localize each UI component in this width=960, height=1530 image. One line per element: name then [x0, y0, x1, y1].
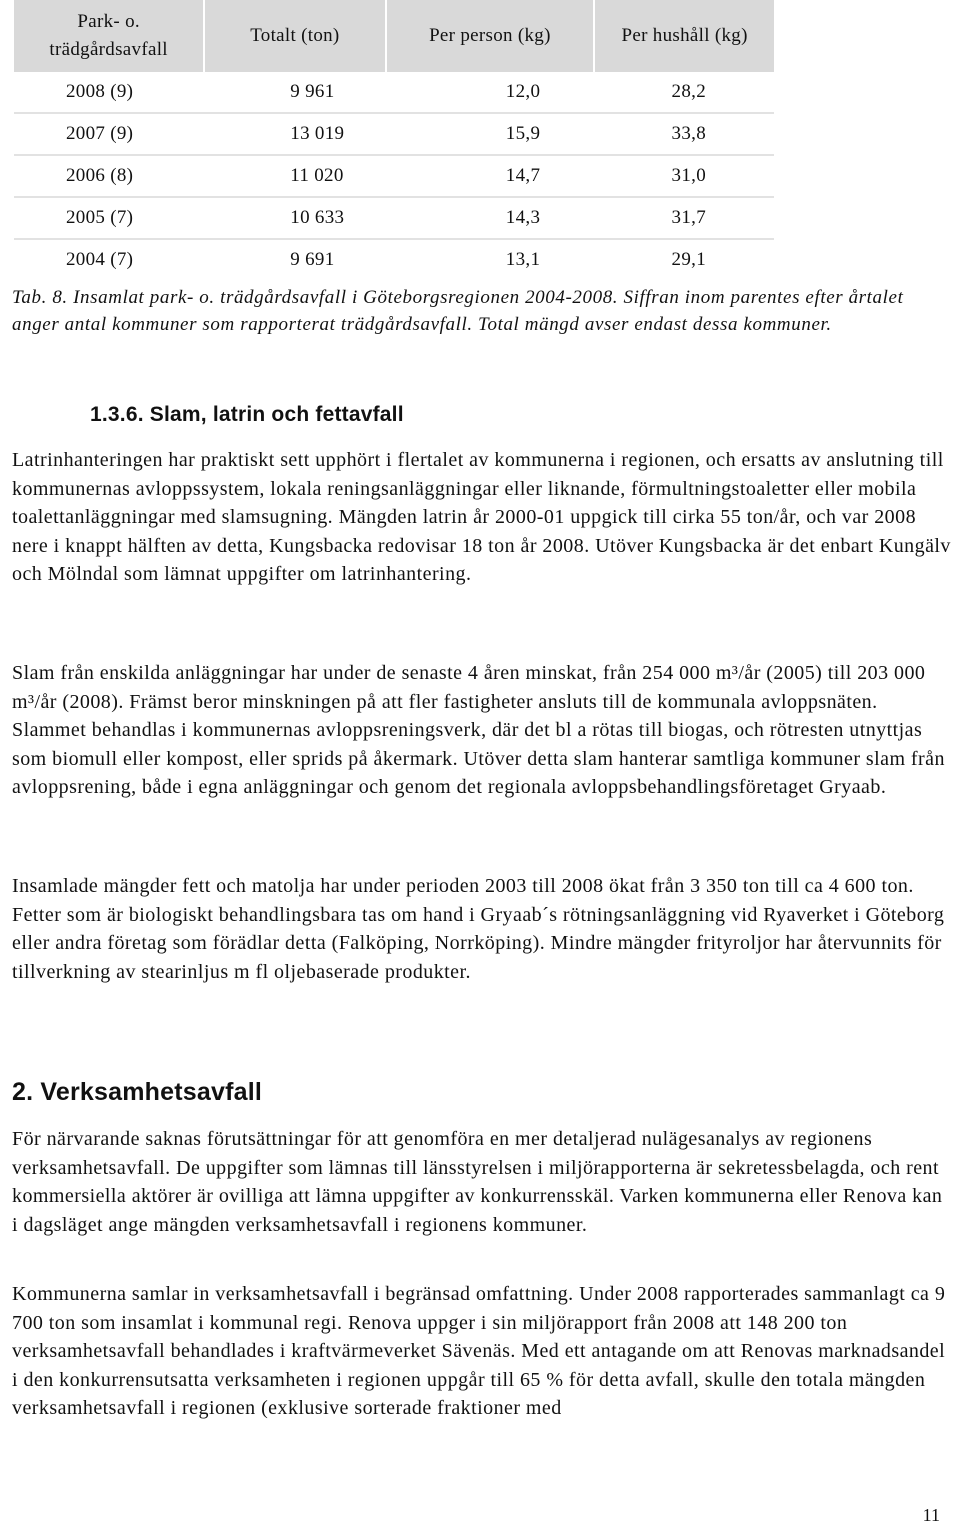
paragraph-business-waste-intro: För närvarande saknas förutsättningar för att genomföra en mer detaljerad nulägesanalys av regionens verksamhetsavfall. De uppgifter som lämnas till länsstyrelsen i miljörapporterna är sekretessbelagda, och rent kommersiella aktörer är ovilliga att lämna uppgifter av konkurrensskäl. Varken kommunerna eller Renova kan i dagsläget ange mängden verksamhetsavfall i regionens kommuner. [12, 1128, 943, 1236]
table-row [14, 155, 774, 197]
header-category: Park- o. trädgårdsavfall [14, 0, 204, 72]
table-header-row [14, 0, 774, 72]
cell-per-household: 29,1 [671, 249, 706, 270]
cell-per-person: 14,7 [386, 155, 595, 197]
header-per-household: Per hushåll (kg) [594, 0, 774, 72]
cell-per-person: 12,0 [386, 72, 595, 113]
table-row [14, 113, 774, 155]
cell-year: 2004 (7) [66, 249, 134, 270]
table-row [14, 197, 774, 239]
cell-year: 2007 (9) [14, 113, 204, 155]
table-caption: Tab. 8. Insamlat park- o. trädgårdsavfall i Göteborgsregionen 2004-2008. Siffran inom parentes efter årtalet anger antal kommuner som rapporterat trädgårdsavfall. Total mängd avser endast dessa kommuner. [12, 287, 904, 335]
cell-total: 11 020 [204, 155, 385, 197]
cell-total: 13 019 [204, 113, 385, 155]
header-total: Totalt (ton) [204, 0, 385, 72]
cell-per-household: 31,7 [594, 197, 774, 239]
paragraph-sludge: Slam från enskilda anläggningar har under de senaste 4 åren minskat, från 254 000 m³/år (2005) till 203 000 m³/år (2008). Främst beror minskningen på att fler fastigheter ansluts till de kommunala avloppsnäten. Slammet behandlas i kommunernas avloppsreningsverk, där det bl a rötas till biogas, och rötresten utnyttjas som biomull eller kompost, eller sprids på åkermark. Utöver detta slam hanterar samtliga kommuner slam från avloppsrening, både i egna anläggningar och genom det regionala avloppsbehandlingsföretaget Gryaab. [12, 662, 945, 799]
cell-total: 9 961 [204, 72, 385, 113]
cell-per-household: 31,0 [594, 155, 774, 197]
cell-total: 10 633 [204, 197, 385, 239]
section-heading: 1.3.6. Slam, latrin och fettavfall [90, 403, 404, 426]
cell-per-person: 14,3 [386, 197, 595, 239]
cell-per-household: 33,8 [594, 113, 774, 155]
header-per-person: Per person (kg) [386, 0, 595, 72]
cell-per-person: 13,1 [505, 249, 541, 270]
cell-year: 2008 (9) [14, 72, 204, 113]
paragraph-latrine: Latrinhanteringen har praktiskt sett upphört i flertalet av kommunerna i regionen, och ersatts av anslutning till kommunernas avloppssystem, lokala reningsanläggningar eller liknande, förmultningstoaletter eller mobila toalettanläggningar med slamsugning. Mängden latrin år 2000-01 uppgick till cirka 55 ton/år, och var 2008 nere i knappt hälften av detta, Kungsbacka redovisar 18 ton år 2008. Utöver Kungsbacka är det enbart Kungälv och Mölndal som lämnat uppgifter om latrinhantering. [12, 449, 951, 586]
cell-per-household: 28,2 [594, 72, 774, 113]
chapter-heading: 2. Verksamhetsavfall [12, 1078, 262, 1106]
cell-year: 2005 (7) [14, 197, 204, 239]
cell-total: 9 691 [290, 249, 335, 270]
table-row [14, 72, 774, 113]
page-number: 11 [922, 1505, 940, 1525]
cell-per-person: 15,9 [386, 113, 595, 155]
cell-year: 2006 (8) [14, 155, 204, 197]
table-row [14, 239, 774, 280]
paragraph-fat: Insamlade mängder fett och matolja har under perioden 2003 till 2008 ökat från 3 350 ton till ca 4 600 ton. Fetter som är biologiskt behandlingsbara tas om hand i Gryaab´s rötningsanläggning vid Ryaverket i Göteborg eller andra företag som förädlar detta (Falköping, Norrköping). Mindre mängder frityroljor har återvunnits för tillverkning av stearinljus m fl oljebaserade produkter. [12, 875, 945, 983]
paragraph-business-waste-collection: Kommunerna samlar in verksamhetsavfall i begränsad omfattning. Under 2008 rapporterades sammanlagt ca 9 700 ton som insamlat i kommunal regi. Renova uppger i sin miljörapport från 2008 att 148 200 ton verksamhetsavfall behandlades i kraftvärmeverket Sävenäs. Med ett antagande om att Renovas marknadsandel i den konkurrensutsatta verksamheten i regionen uppgår till 65 % för detta avfall, skulle den totala mängden verksamhetsavfall i regionen (exklusive sorterade fraktioner med [12, 1283, 946, 1420]
garden-waste-table [14, 0, 774, 280]
